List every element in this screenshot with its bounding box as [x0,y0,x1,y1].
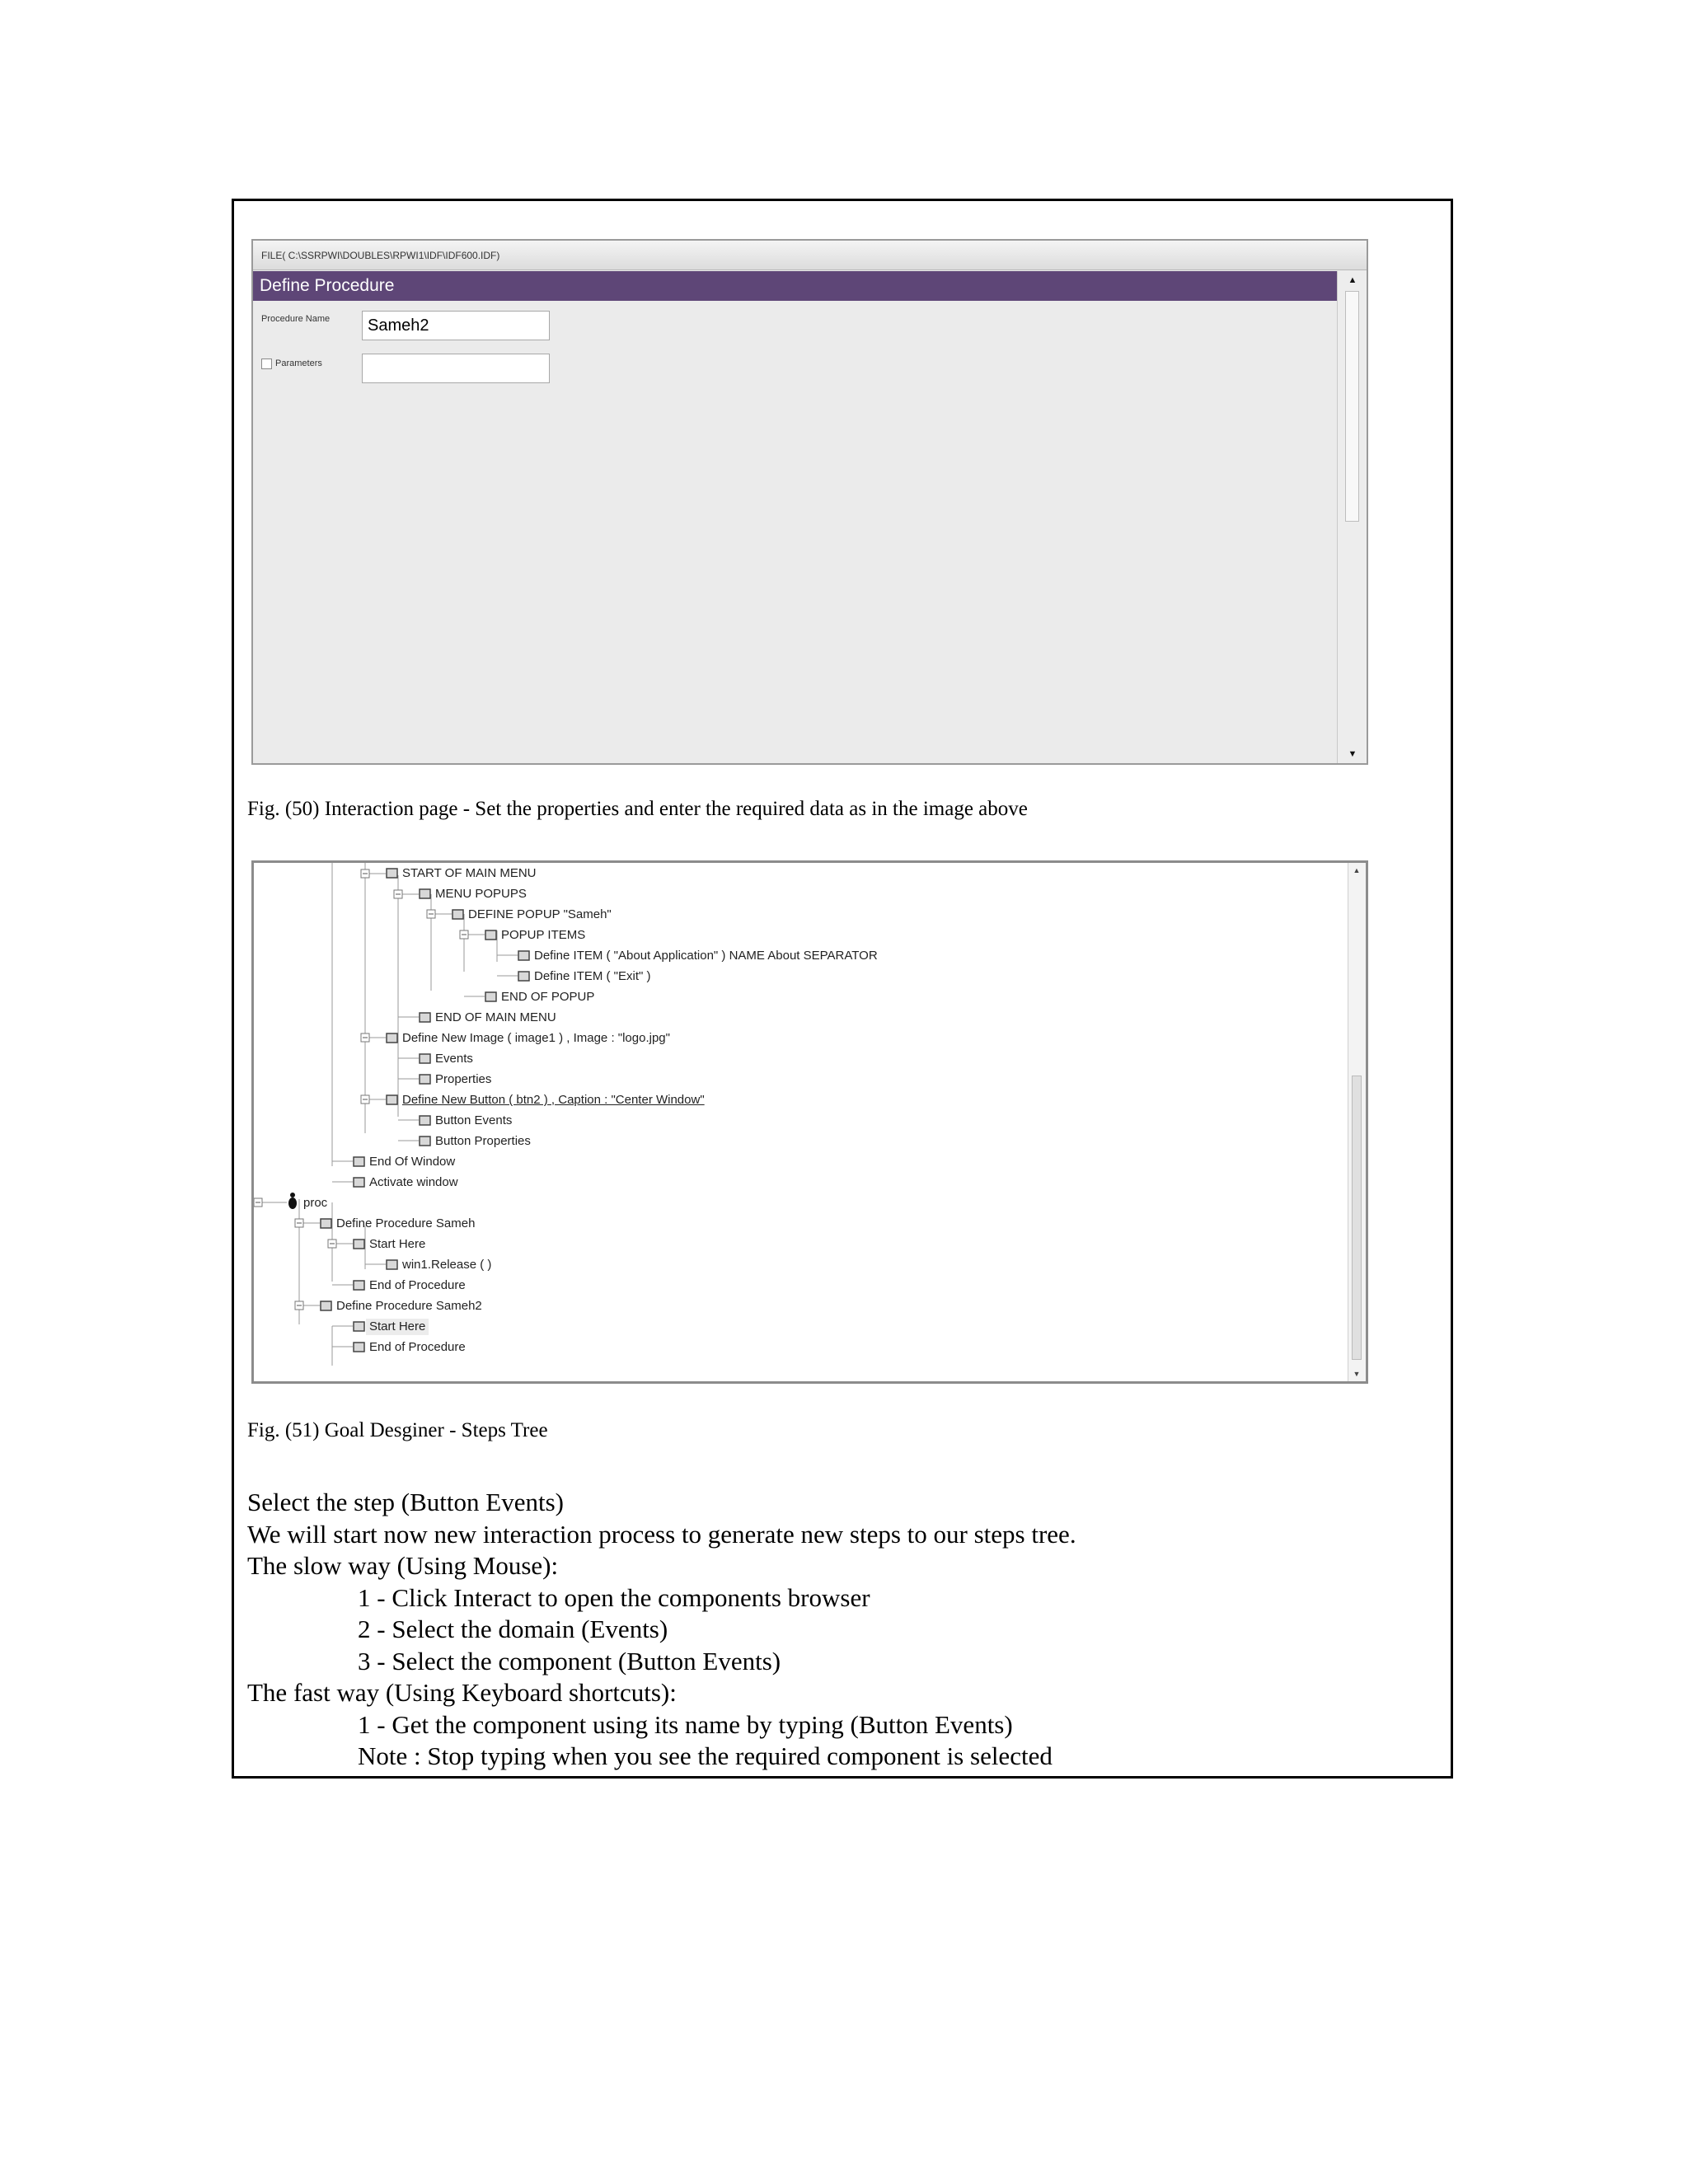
tree-node[interactable]: START OF MAIN MENU [402,866,537,880]
tree-node[interactable]: Properties [435,1072,492,1086]
tree-node[interactable]: End of Procedure [369,1278,466,1292]
instruction-step: 2 - Select the domain (Events) [358,1615,668,1643]
instruction-line: The slow way (Using Mouse): [247,1551,559,1580]
tree-node[interactable]: End Of Window [369,1155,456,1169]
tree-node[interactable]: win1.Release ( ) [402,1258,492,1272]
tree-scroll-thumb[interactable] [1352,1076,1362,1360]
tree-node[interactable]: POPUP ITEMS [501,928,586,942]
tree-scrollbar[interactable] [1348,863,1366,1381]
figure-51-caption: Fig. (51) Goal Desginer - Steps Tree [247,1419,548,1441]
instruction-step: 1 - Click Interact to open the components browser [358,1582,870,1612]
define-procedure-header: Define Procedure [253,271,1339,301]
parameters-input[interactable] [362,354,550,383]
scroll-thumb[interactable] [1345,291,1359,522]
scroll-down-arrow-icon[interactable]: ▼ [1348,749,1357,759]
tree-node[interactable]: Start Here [369,1237,426,1251]
file-path-bar: FILE( C:\SSRPWI\DOUBLES\RPWI1\IDF\IDF600.IDF) [253,241,1367,270]
tree-node[interactable]: Define ITEM ( "Exit" ) [534,969,651,983]
instruction-step: 3 - Select the component (Button Events) [358,1646,781,1675]
tree-node-highlighted[interactable]: Start Here [366,1319,429,1335]
tree-node[interactable]: END OF MAIN MENU [435,1010,556,1024]
tree-node[interactable]: Define New Image ( image1 ) , Image : "logo.jpg" [402,1031,670,1045]
tree-node[interactable]: Define ITEM ( "About Application" ) NAME About SEPARATOR [534,949,878,963]
scroll-down-arrow-icon[interactable]: ▼ [1353,1370,1361,1378]
procedure-name-input[interactable]: Sameh2 [362,311,550,340]
tree-node[interactable]: END OF POPUP [501,990,595,1004]
scroll-up-arrow-icon[interactable]: ▲ [1353,866,1361,874]
tree-node[interactable]: proc [303,1196,328,1210]
tree-node[interactable]: Events [435,1052,473,1066]
tree-node[interactable]: Button Events [435,1113,513,1127]
instructions-text [247,1487,1076,1773]
scroll-up-arrow-icon[interactable]: ▲ [1348,275,1357,285]
instruction-line: Select the step (Button Events) [247,1488,564,1516]
vertical-scrollbar[interactable] [1337,271,1367,763]
form-area [253,301,1339,763]
tree-node[interactable]: MENU POPUPS [435,887,527,901]
procedure-name-label: Procedure Name [261,314,331,324]
tree-node-selected[interactable]: Define New Button ( btn2 ) , Caption : "Center Window" [402,1093,705,1107]
steps-tree-panel [251,860,1368,1384]
tree-node[interactable]: End of Procedure [369,1340,466,1354]
define-procedure-window [251,239,1368,765]
tree-node[interactable]: Define Procedure Sameh2 [336,1299,482,1313]
tree-node[interactable]: Activate window [369,1175,458,1189]
parameters-label: Parameters [275,359,322,368]
tree-node[interactable]: DEFINE POPUP "Sameh" [468,907,612,921]
instruction-note: Note : Stop typing when you see the required component is selected [358,1741,1053,1770]
instruction-step: 1 - Get the component using its name by typing (Button Events) [358,1709,1013,1739]
figure-50-caption: Fig. (50) Interaction page - Set the properties and enter the required data as in the image above [247,798,1028,820]
tree-node[interactable]: Button Properties [435,1134,531,1148]
tree-node[interactable]: Define Procedure Sameh [336,1216,476,1230]
instruction-line: The fast way (Using Keyboard shortcuts): [247,1678,677,1707]
instruction-line: We will start now new interaction process to generate new steps to our steps tree. [247,1519,1076,1549]
parameters-checkbox[interactable] [261,359,272,369]
